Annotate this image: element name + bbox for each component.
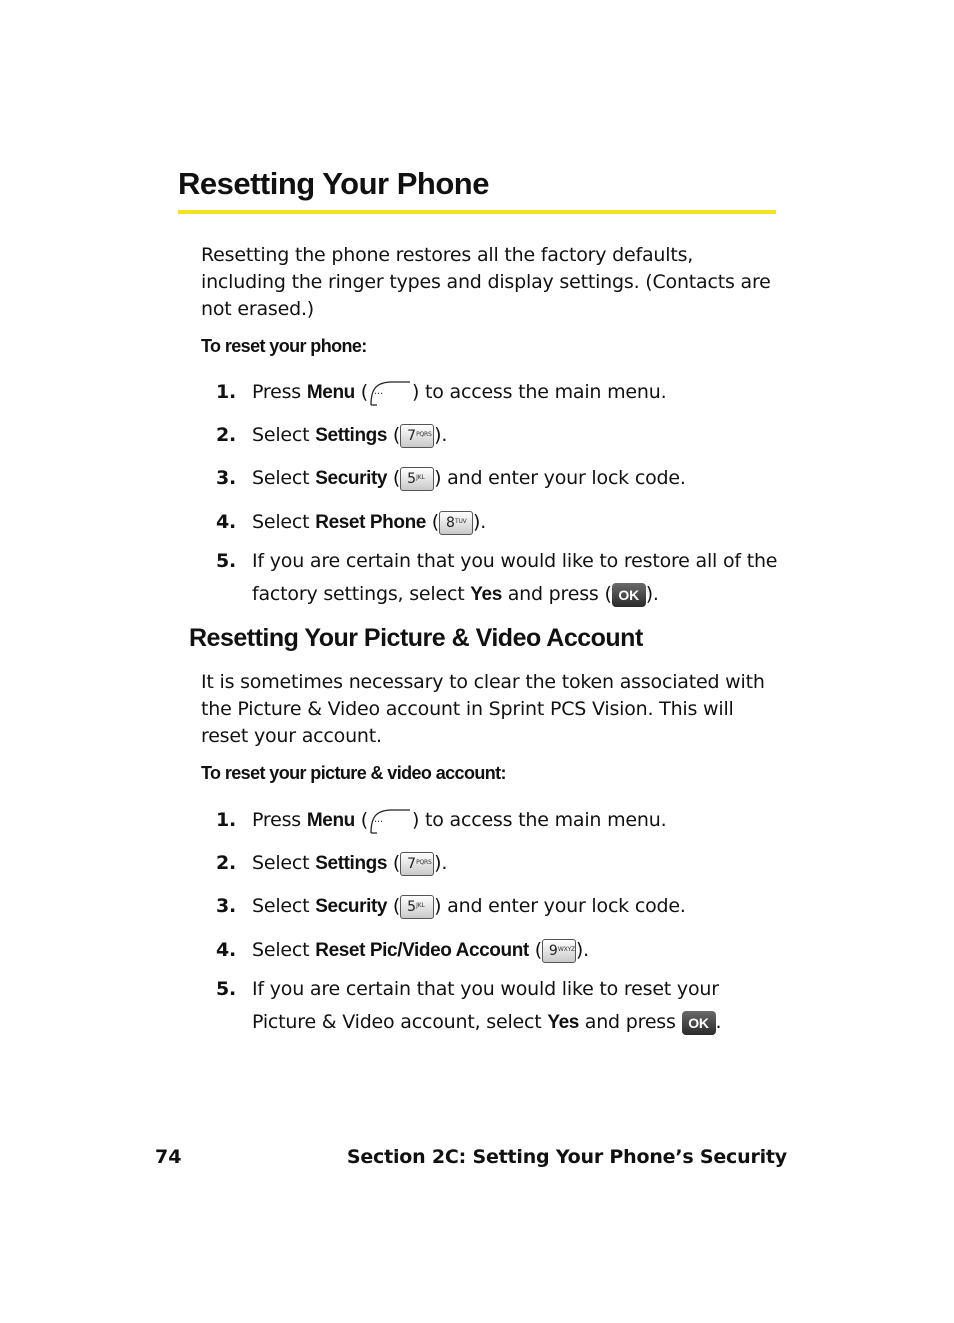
security-label: Security — [315, 468, 388, 489]
svg-text:···: ··· — [373, 388, 383, 400]
key-7-icon: 7 PQRS — [400, 424, 434, 448]
step-text: Select — [252, 424, 316, 446]
step-text: . — [583, 939, 589, 961]
menu-label: Menu — [306, 810, 355, 831]
svg-text:···: ··· — [373, 816, 383, 828]
step-number: 5. — [216, 550, 237, 572]
step-text: and enter your lock code. — [441, 467, 686, 489]
settings-label: Settings — [315, 853, 388, 874]
list-item: 2. Select Settings ( 7 PQRS ). — [216, 419, 786, 452]
step-text: If you are certain that you would like to reset your Picture & Video account, select — [252, 978, 719, 1033]
step-number: 4. — [216, 511, 237, 533]
ok-key-icon: OK — [682, 1011, 716, 1035]
step-text: Select — [252, 467, 316, 489]
reset-phone-lead: To reset your phone: — [201, 336, 367, 356]
list-item: 5. If you are certain that you would like to restore all of the factory settings, select Yes and press ( OK ). — [216, 545, 786, 611]
step-text: Select — [252, 511, 316, 533]
step-text: Press — [252, 381, 307, 403]
yes-label: Yes — [470, 584, 502, 605]
step-number: 1. — [216, 809, 237, 831]
step-text: and enter your lock code. — [441, 895, 686, 917]
ok-key-icon: OK — [612, 583, 646, 607]
step-text: to access the main menu. — [419, 809, 667, 831]
intro-paragraph: Resetting the phone restores all the factory defaults, including the ringer types and display settings. (Contacts are not erased.) — [201, 244, 771, 320]
list-item: 2. Select Settings ( 7 PQRS ). — [216, 847, 786, 880]
settings-label: Settings — [315, 425, 388, 446]
key-7-icon: 7 PQRS — [400, 852, 434, 876]
menu-softkey-icon — [368, 379, 412, 407]
page-number: 74 — [155, 1146, 182, 1168]
step-text: . — [480, 511, 487, 533]
list-item: 5. If you are certain that you would like to reset your Picture & Video account, select Yes and press OK . — [216, 973, 786, 1039]
reset-pv-lead: To reset your picture & video account: — [201, 763, 506, 783]
reset-pic-video-label: Reset Pic/Video Account — [315, 940, 529, 961]
step-text: Select — [252, 939, 316, 961]
key-5-icon: 5 JKL — [400, 895, 434, 919]
menu-label: Menu — [306, 382, 355, 403]
menu-softkey-icon — [368, 807, 412, 835]
step-number: 1. — [216, 381, 237, 403]
list-item: 4. Select Reset Phone ( 8 TUV ). — [216, 506, 786, 539]
step-text: . — [441, 852, 448, 874]
list-item: 1. Press Menu ( ··· ) to access the main menu. — [216, 376, 786, 409]
key-8-icon: 8 TUV — [439, 511, 473, 535]
reset-phone-label: Reset Phone — [315, 512, 426, 533]
step-text: Press — [252, 809, 307, 831]
key-9-icon: 9 WXYZ — [542, 939, 576, 963]
list-item: 1. Press Menu ( ··· ) to access the main menu. — [216, 804, 786, 837]
step-number: 5. — [216, 978, 237, 1000]
step-text: If you are certain that you would like to restore all of the factory settings, select — [252, 550, 778, 605]
step-text: to access the main menu. — [419, 381, 667, 403]
pv-intro-paragraph: It is sometimes necessary to clear the token associated with the Picture & Video account in Sprint PCS Vision. This will reset your account. — [201, 671, 765, 747]
list-item: 3. Select Security ( 5 JKL ) and enter your lock code. — [216, 890, 786, 923]
step-text: Select — [252, 895, 316, 917]
step-number: 3. — [216, 895, 237, 917]
section-subheading: Resetting Your Picture & Video Account — [189, 624, 643, 652]
step-text: Select — [252, 852, 316, 874]
step-number: 2. — [216, 852, 237, 874]
list-item: 3. Select Security ( 5 JKL ) and enter your lock code. — [216, 462, 786, 495]
step-number: 4. — [216, 939, 237, 961]
page-title: Resetting Your Phone — [178, 166, 776, 214]
step-number: 2. — [216, 424, 237, 446]
security-label: Security — [315, 896, 388, 917]
list-item: 4. Select Reset Pic/Video Account ( 9 WXYZ ). — [216, 934, 786, 967]
key-5-icon: 5 JKL — [400, 467, 434, 491]
step-text: . — [441, 424, 448, 446]
section-footer: Section 2C: Setting Your Phone’s Security — [346, 1146, 787, 1168]
yes-label: Yes — [547, 1012, 579, 1033]
step-number: 3. — [216, 467, 237, 489]
